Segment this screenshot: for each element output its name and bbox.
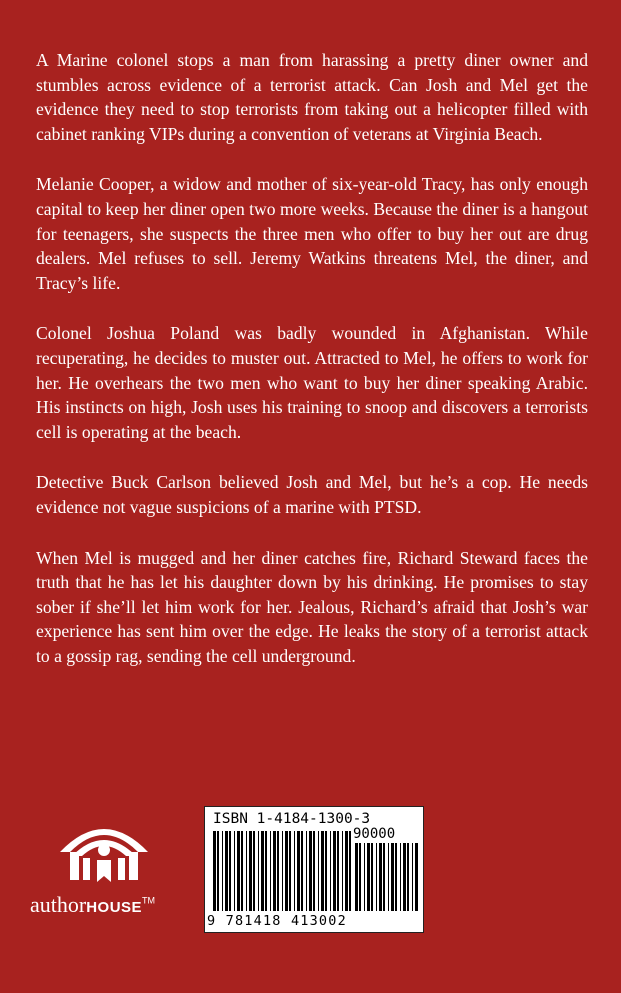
barcode-bar [325,831,327,911]
isbn-label: ISBN 1-4184-1300-3 [213,811,371,827]
blurb-paragraph-4: Detective Buck Carlson believed Josh and Mel, but he’s a cop. He needs evidence not vague suspicions of a marine with PTSD. [36,472,588,517]
authorhouse-logo-icon [56,812,152,888]
barcode-bar [246,831,247,911]
barcode-bar [342,831,343,911]
trademark-symbol: TM [142,895,156,906]
barcode-bar [270,831,271,911]
barcode-bar [337,831,339,911]
blurb-paragraph-3: Colonel Joshua Poland was badly wounded in Afghanistan. While recuperating, he decides to muster out. Attracted to Mel, he offers to work for her. He overhears the two men who want to buy her diner speaking Arabic. His instincts on high, Josh uses his training to snoop and discovers a terrorists cell is operating at the beach. [36,323,588,442]
barcode-bar [297,831,300,911]
barcode-bar [333,831,336,911]
publisher-name-author: author [30,892,87,917]
barcode-bar [415,843,418,911]
barcode-bar [407,843,409,911]
barcode-bar [213,831,216,911]
barcode-bar [294,831,295,911]
barcode-bar [371,843,373,911]
barcode-bar [265,831,267,911]
barcode-bar [376,843,377,911]
barcode-bar [258,831,259,911]
barcode-bar [273,831,276,911]
barcode-bar [217,831,219,911]
barcode-bar [359,843,361,911]
back-cover-blurb [36,48,588,694]
barcode-bar [395,843,397,911]
isbn-barcode [204,806,424,933]
barcode-bar [400,843,401,911]
barcode-bar [355,843,358,911]
barcode-bar [289,831,291,911]
barcode-bar [412,843,413,911]
barcode-bar [349,831,351,911]
publisher-name-house: HOUSE [86,899,143,916]
barcode-bar [383,843,385,911]
barcode-bar [237,831,240,911]
barcode-bar [318,831,319,911]
barcode-bar [330,831,331,911]
barcode-bar [391,843,394,911]
barcode-bar [388,843,389,911]
barcode-bar [364,843,365,911]
barcode-bar [285,831,288,911]
publisher-logo [28,812,198,932]
barcode-bar [306,831,307,911]
barcode-bar [367,843,370,911]
barcode-bar [301,831,303,911]
barcode-bar [234,831,235,911]
barcode-bar [241,831,243,911]
barcode-bar [321,831,324,911]
barcode-bar [403,843,406,911]
barcode-bar [313,831,315,911]
publisher-name [30,892,155,918]
price-code: 90000 [353,826,396,842]
ean-digits: 9 781418 413002 [207,913,347,929]
barcode-bar [253,831,255,911]
blurb-paragraph-5: When Mel is mugged and her diner catches fire, Richard Steward faces the truth that he has let his daughter down by his drinking. He promises to stay sober if she’ll let him work for her. Jealous, Richard’s afraid that Josh’s war experience has sent him over the edge. He leaks the story of a terrorist attack to a gossip rag, sending the cell underground. [36,547,588,666]
barcode-bar [261,831,264,911]
barcode-bar [229,831,231,911]
barcode-bar [222,831,223,911]
barcode-bar [277,831,279,911]
barcode-bar [225,831,228,911]
barcode-bar [249,831,252,911]
blurb-paragraph-2: Melanie Cooper, a widow and mother of six-year-old Tracy, has only enough capital to keep her diner open two more weeks. Because the diner is a hangout for teenagers, she suspects the three men who offer to buy her out are drug dealers. Mel refuses to sell. Jeremy Watkins threatens Mel, the diner, and Tracy’s life. [36,174,588,293]
blurb-paragraph-1: A Marine colonel stops a man from harassing a pretty diner owner and stumbles across evidence of a terrorist attack. Can Josh and Mel get the evidence they need to stop terrorists from taking out a helicopter filled with cabinet ranking VIPs during a convention of veterans at Virginia Beach. [36,50,588,144]
barcode-bar [309,831,312,911]
barcode-bar [379,843,382,911]
barcode-bar [282,831,283,911]
barcode-bar [345,831,348,911]
